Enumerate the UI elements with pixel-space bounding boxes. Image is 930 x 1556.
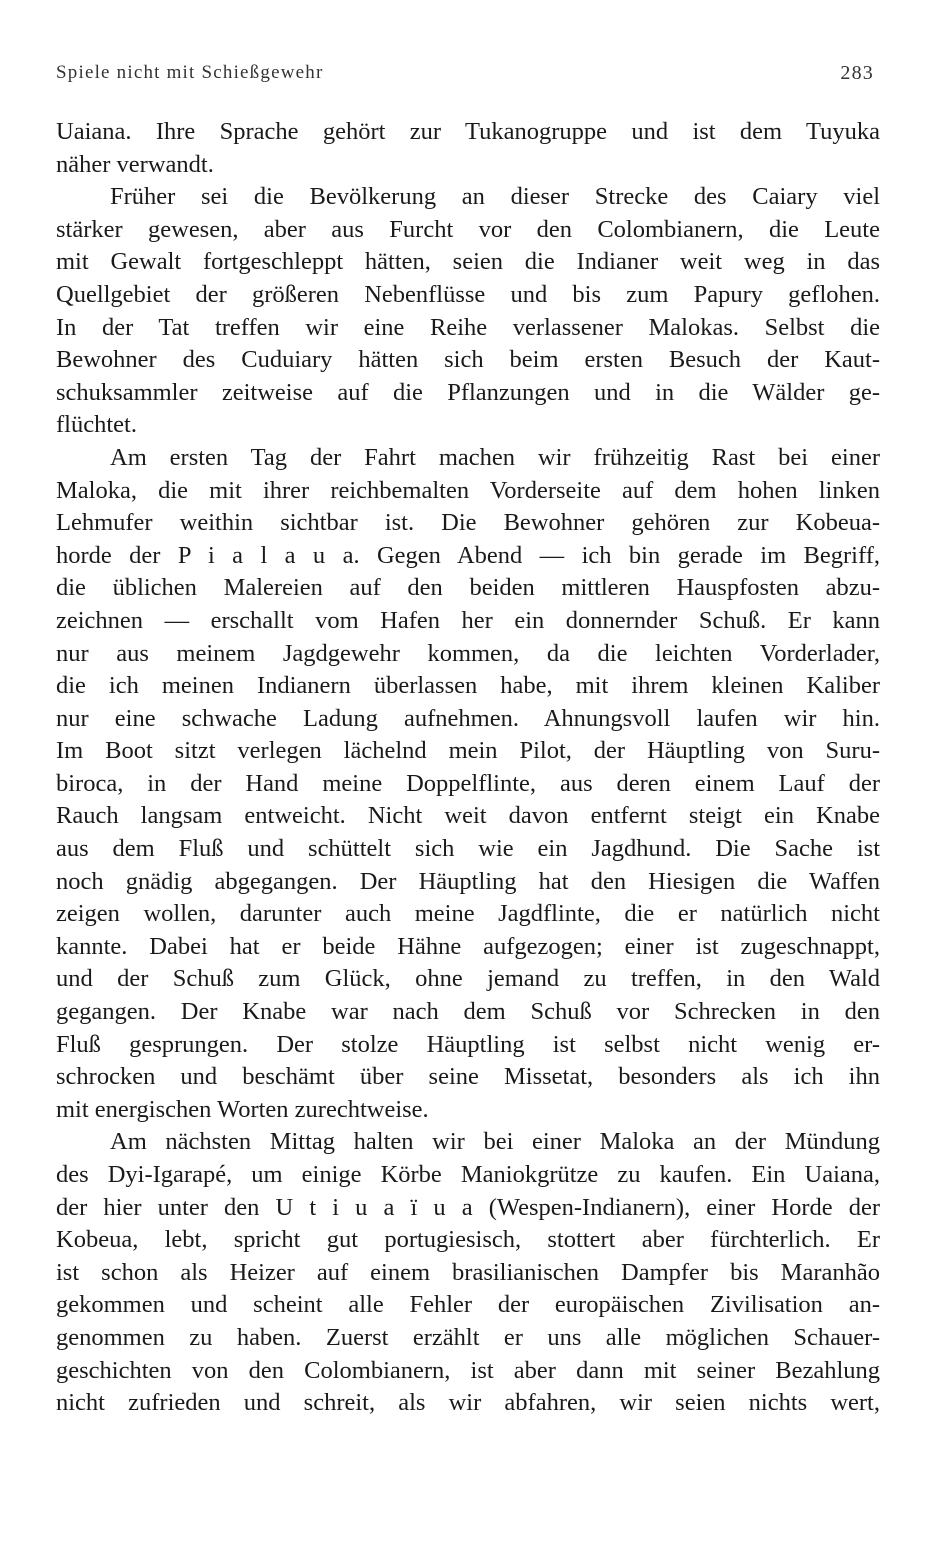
text-line: Kobeua, lebt, spricht gut portugiesisch, stottert aber fürchterlich. Er	[56, 1226, 880, 1254]
text-line: die üblichen Malereien auf den beiden mittleren Hauspfosten abzu-	[56, 574, 880, 602]
text-line: der hier unter den U t i u a ï u a (Wespen-Indianern), einer Horde der	[56, 1193, 880, 1221]
text-line: nur eine schwache Ladung aufnehmen. Ahnungsvoll laufen wir hin.	[56, 704, 880, 732]
text-line: Am nächsten Mittag halten wir bei einer Maloka an der Mündung	[110, 1128, 880, 1156]
page-number: 283	[840, 62, 874, 84]
text-line: nur aus meinem Jagdgewehr kommen, da die leichten Vorderlader,	[56, 639, 880, 667]
text-line: aus dem Fluß und schüttelt sich wie ein Jagdhund. Die Sache ist	[56, 835, 880, 863]
text-line: schrocken und beschämt über seine Missetat, besonders als ich ihn	[56, 1063, 880, 1091]
text-line: Uaiana. Ihre Sprache gehört zur Tukanogruppe und ist dem Tuyuka	[56, 118, 880, 145]
text-line: stärker gewesen, aber aus Furcht vor den Colombianern, die Leute	[56, 215, 880, 243]
text-line: näher verwandt.	[56, 150, 214, 178]
text-line: Quellgebiet der größeren Nebenflüsse und bis zum Papury geflohen.	[56, 280, 880, 308]
text-line: Am ersten Tag der Fahrt machen wir frühzeitig Rast bei einer	[110, 443, 880, 471]
text-line: gegangen. Der Knabe war nach dem Schuß vor Schrecken in den	[56, 998, 880, 1026]
body-text	[56, 116, 880, 1420]
text-line: biroca, in der Hand meine Doppelflinte, aus deren einem Lauf der	[56, 769, 880, 797]
text-line: zeigen wollen, darunter auch meine Jagdflinte, die er natürlich nicht	[56, 900, 880, 928]
text-line: Früher sei die Bevölkerung an dieser Strecke des Caiary viel	[110, 183, 880, 211]
text-line: geschichten von den Colombianern, ist aber dann mit seiner Bezahlung	[56, 1356, 880, 1384]
text-line: mit energischen Worten zurechtweise.	[56, 1095, 429, 1123]
text-line: die ich meinen Indianern überlassen habe, mit ihrem kleinen Kaliber	[56, 672, 880, 700]
text-line: horde der P i a l a u a. Gegen Abend — ich bin gerade im Begriff,	[56, 541, 880, 569]
text-line: genommen zu haben. Zuerst erzählt er uns alle möglichen Schauer-	[56, 1323, 880, 1351]
text-line: Fluß gesprungen. Der stolze Häuptling ist selbst nicht wenig er-	[56, 1030, 880, 1058]
text-line: und der Schuß zum Glück, ohne jemand zu treffen, in den Wald	[56, 965, 880, 993]
text-line: Maloka, die mit ihrer reichbemalten Vorderseite auf dem hohen linken	[56, 476, 880, 504]
text-line: ist schon als Heizer auf einem brasilianischen Dampfer bis Maranhão	[56, 1258, 880, 1286]
text-line: kannte. Dabei hat er beide Hähne aufgezogen; einer ist zugeschnappt,	[56, 932, 880, 960]
text-line: mit Gewalt fortgeschleppt hätten, seien die Indianer weit weg in das	[56, 248, 880, 276]
text-line: zeichnen — erschallt vom Hafen her ein donnernder Schuß. Er kann	[56, 606, 880, 634]
text-line: Im Boot sitzt verlegen lächelnd mein Pilot, der Häuptling von Suru-	[56, 737, 880, 765]
text-line: gekommen und scheint alle Fehler der europäischen Zivilisation an-	[56, 1291, 880, 1319]
text-line: Lehmufer weithin sichtbar ist. Die Bewohner gehören zur Kobeua-	[56, 509, 880, 537]
running-head-title: Spiele nicht mit Schießgewehr	[56, 62, 324, 83]
text-line: In der Tat treffen wir eine Reihe verlassener Malokas. Selbst die	[56, 313, 880, 341]
text-line: Bewohner des Cuduiary hätten sich beim ersten Besuch der Kaut-	[56, 346, 880, 374]
text-line: des Dyi-Igarapé, um einige Körbe Maniokgrütze zu kaufen. Ein Uaiana,	[56, 1161, 880, 1188]
text-line: flüchtet.	[56, 411, 137, 439]
text-line: Rauch langsam entweicht. Nicht weit davon entfernt steigt ein Knabe	[56, 802, 880, 830]
text-line: schuksammler zeitweise auf die Pflanzungen und in die Wälder ge-	[56, 378, 880, 406]
text-line: nicht zufrieden und schreit, als wir abfahren, wir seien nichts wert,	[56, 1389, 880, 1417]
text-line: noch gnädig abgegangen. Der Häuptling hat den Hiesigen die Waffen	[56, 867, 880, 895]
running-head	[56, 62, 874, 92]
